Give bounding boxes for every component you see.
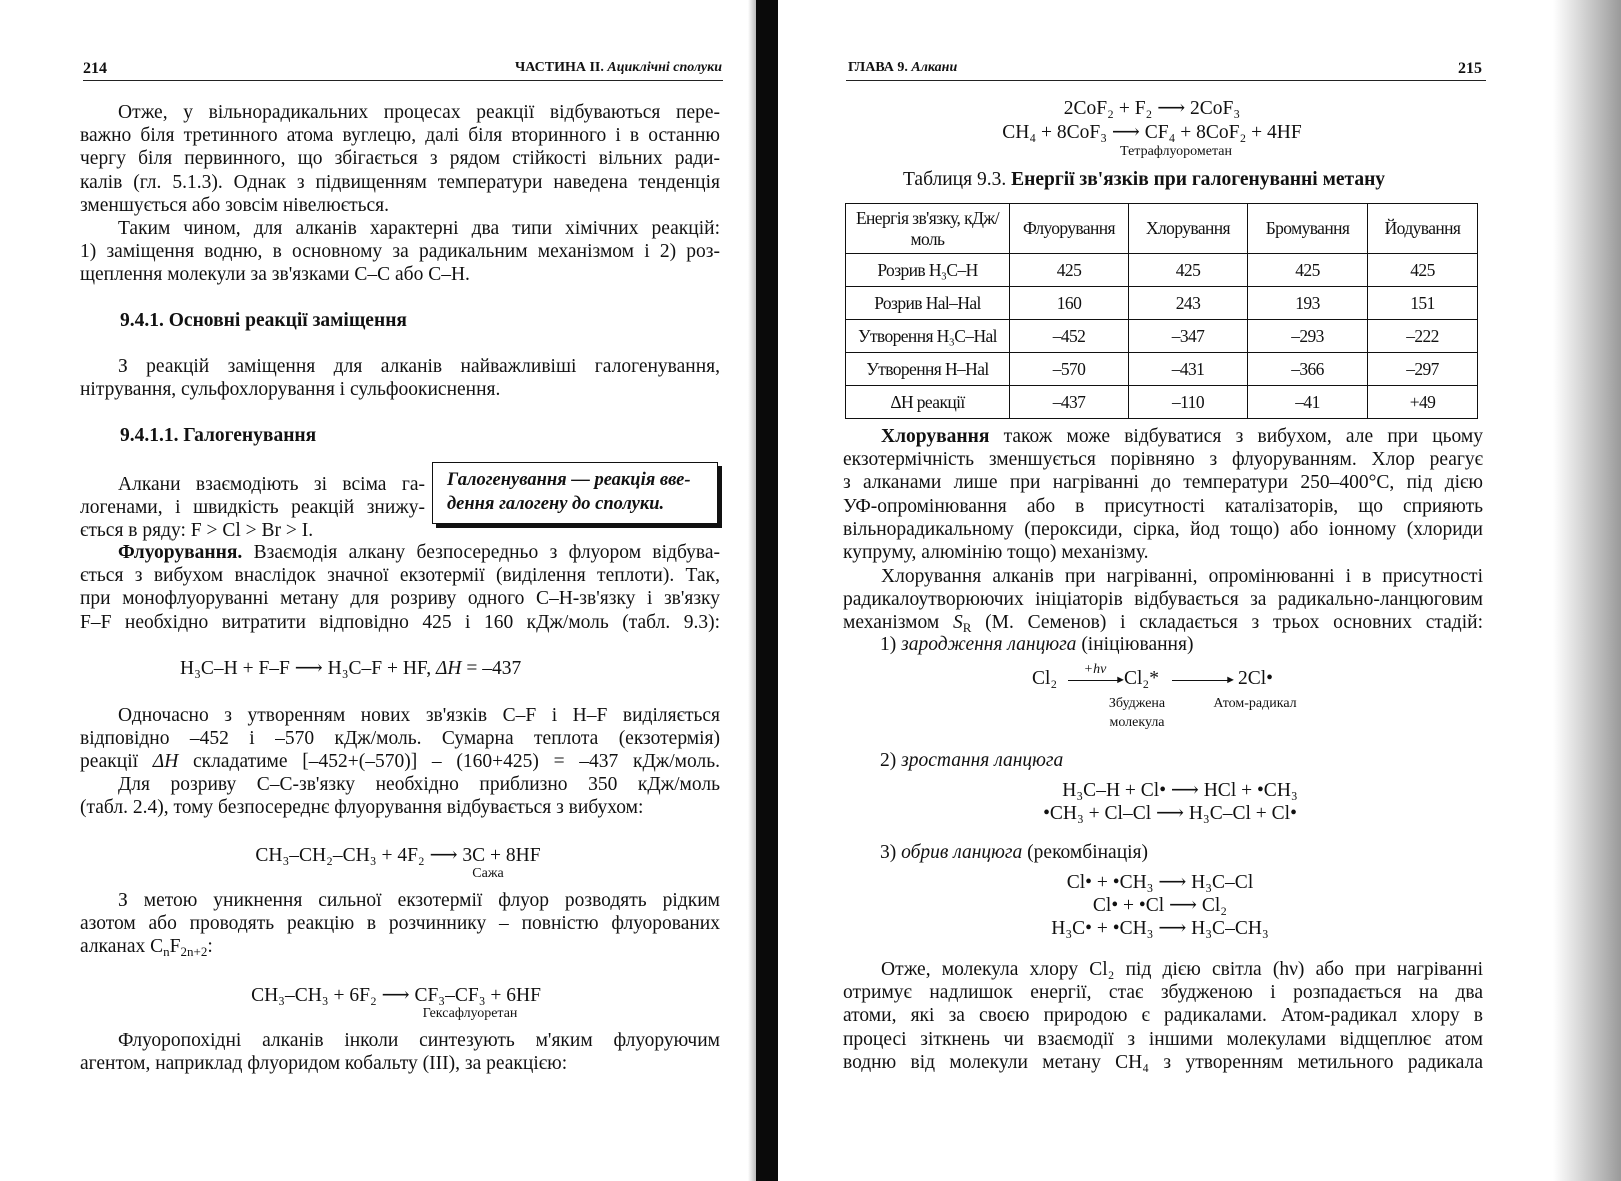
- paragraph-line: нітрування, сульфохлорування і сульфоокиснення.: [80, 379, 501, 401]
- section-heading: 9.4.1. Основні реакції заміщення: [120, 310, 407, 331]
- arrow-icon: ►: [1068, 680, 1120, 681]
- paragraph-line: Отже, молекула хлору Cl₂ під дією світла (hν) або при нагріванні: [881, 959, 1483, 980]
- text-run: H₃C–H + F–F ⟶ H₃C–F + HF,: [180, 658, 436, 679]
- paragraph-line: екзотермічність зменшується порівняно з флуоруванням. Хлор реагує: [843, 449, 1483, 471]
- paragraph-line: водню від молекули метану CH₄ з утворенням метильного радикала: [843, 1051, 1483, 1073]
- paragraph-line: [881, 425, 1483, 448]
- paragraph-line: 1) заміщення водню, в основному за радикальним механізмом і 2) роз-: [80, 241, 720, 263]
- paragraph-line: З метою уникнення сильної екзотермії флуор розводять рідким: [118, 890, 720, 911]
- text-run: ΔH: [152, 751, 179, 773]
- equation-label: Тетрафлуорометан: [1120, 144, 1232, 159]
- text-run: Флуорування.: [118, 542, 243, 563]
- text-run: :: [207, 936, 213, 958]
- scheme-intermediate: Cl₂*: [1124, 668, 1159, 689]
- text-run: 2n+2: [180, 944, 208, 960]
- text-run: (ініціювання): [1076, 634, 1194, 655]
- text-run: механізмом: [843, 612, 953, 634]
- table-cell: –570: [1010, 353, 1129, 386]
- table-cell: –347: [1129, 320, 1248, 353]
- right-header-rule: [846, 80, 1486, 81]
- table-caption: [903, 168, 1385, 191]
- paragraph-line: Хлорування алканів при нагріванні, опромінюванні і в присутності: [881, 566, 1483, 587]
- definition-line: Галогенування — реакція вве-: [447, 470, 691, 490]
- paragraph-line: УФ-опромінювання або в присутності каталізаторів, що сприяють: [843, 495, 1483, 517]
- step-heading: [880, 749, 1063, 772]
- table-cell: –110: [1129, 386, 1248, 419]
- paragraph-line: Одночасно з утворенням нових зв'язків С–F і Н–F виділяється: [118, 705, 720, 726]
- definition-line: дення галогену до сполуки.: [447, 494, 665, 514]
- table-header-cell: Бромування: [1248, 204, 1368, 254]
- paragraph-line: Алкани взаємодіють зі всіма га-: [118, 474, 425, 495]
- paragraph-line: (табл. 2.4), тому безпосереднє флуорування відбувається з вибухом:: [80, 797, 644, 819]
- equation: H₃C–H + Cl• ⟶ HCl + •CH₃: [1062, 780, 1298, 801]
- paragraph-line: [80, 750, 720, 773]
- equation: Cl• + •CH₃ ⟶ H₃C–Cl: [1066, 872, 1254, 893]
- paragraph-line: процесі зіткнень чи взаємодії з іншими молекулами відщеплює атом: [843, 1028, 1483, 1050]
- paragraph-line: [118, 541, 720, 564]
- table-cell: –366: [1248, 353, 1368, 386]
- text-run: ЧАСТИНА II.: [514, 60, 608, 75]
- row-label-cell: Розрив H₃C–H: [846, 254, 1010, 287]
- table-header-cell: Флуорування: [1010, 204, 1129, 254]
- text-run: Таблиця 9.3.: [903, 169, 1012, 190]
- equation: 2CoF₂ + F₂ ⟶ 2CoF₃: [1063, 98, 1241, 119]
- table-cell: 425: [1010, 254, 1129, 287]
- equation-label: Гексафлуоретан: [422, 1006, 518, 1021]
- text-run: 2): [880, 750, 902, 771]
- left-running-head: [515, 60, 722, 76]
- paragraph-line: [80, 935, 213, 963]
- paragraph-line: ється в ряду: F > Cl > Br > I.: [80, 520, 314, 542]
- equation: H₃C• + •CH₃ ⟶ H₃C–CH₃: [1051, 918, 1269, 939]
- text-run: R: [962, 620, 972, 635]
- table-cell: –437: [1010, 386, 1129, 419]
- arrow-label: +hν: [1083, 662, 1107, 677]
- step-heading: [880, 841, 1148, 864]
- scheme-label: молекула: [1109, 715, 1165, 730]
- paragraph-line: агентом, наприклад флуоридом кобальту (III), за реакцією:: [80, 1053, 568, 1075]
- table-cell: –41: [1248, 386, 1368, 419]
- paragraph-line: Флуоропохідні алканів інколи синтезують м'яким флуоруючим: [118, 1030, 720, 1051]
- table-header-cell: Йодування: [1368, 204, 1478, 254]
- equation: Cl• + •Cl ⟶ Cl₂: [1092, 895, 1228, 916]
- paragraph-line: Отже, у вільнорадикальних процесах реакції відбуваються пере-: [118, 102, 720, 123]
- left-header-rule: [83, 80, 723, 81]
- paragraph-line: відповідно –452 і –570 кДж/моль. Сумарна теплота (екзотермія): [80, 728, 720, 750]
- table-row: [846, 287, 1478, 320]
- paragraph-line: [843, 611, 1483, 634]
- right-running-head: [848, 60, 957, 76]
- arrow-icon: ►: [1172, 680, 1230, 681]
- equation: CH₃–CH₃ + 6F₂ ⟶ CF₃–CF₃ + 6HF: [251, 985, 541, 1006]
- text-run: F: [169, 936, 181, 958]
- text-run: 1): [880, 634, 902, 655]
- text-run: Ациклічні сполуки: [607, 60, 722, 75]
- table-cell: –297: [1368, 353, 1478, 386]
- text-run: також може відбуватися з вибухом, але при цьому: [989, 426, 1483, 447]
- text-run: алканах C: [80, 936, 164, 958]
- text-run: Алкани: [911, 60, 958, 75]
- table-cell: 160: [1010, 287, 1129, 320]
- step-heading: [880, 633, 1193, 656]
- page-edge-shadow: [1553, 0, 1621, 1181]
- text-run: ГЛАВА 9.: [848, 60, 912, 75]
- scheme-label: Атом-радикал: [1213, 696, 1297, 711]
- equation: •CH₃ + Cl–Cl ⟶ H₃C–Cl + Cl•: [1043, 803, 1297, 824]
- row-label-cell: Утворення H–Hal: [846, 353, 1010, 386]
- paragraph-line: отримує надлишок енергії, стає збудженою і розпадається на два: [843, 982, 1483, 1004]
- row-label-cell: Утворення H₃C–Hal: [846, 320, 1010, 353]
- table-cell: 425: [1129, 254, 1248, 287]
- paragraph-line: ється з вибухом внаслідок значної екзотермії (виділення теплоти). Так,: [80, 565, 720, 587]
- table-cell: +49: [1368, 386, 1478, 419]
- table-cell: –222: [1368, 320, 1478, 353]
- table-cell: –293: [1248, 320, 1368, 353]
- paragraph-line: логенами, і швидкість реакцій знижу-: [80, 497, 425, 519]
- paragraph-line: радикалоутворюючих ініціаторів відбувається за радикально-ланцюговим: [843, 589, 1483, 611]
- paragraph-line: калів (гл. 5.1.3). Однак з підвищенням температури наведена тенденція: [80, 171, 720, 193]
- definition-box: [432, 462, 718, 524]
- paragraph-line: зменшується або зовсім нівелюється.: [80, 194, 390, 216]
- text-run: зародження ланцюга: [901, 634, 1077, 655]
- table-header-cell: Енергія зв'язку, кДж/моль: [846, 204, 1010, 254]
- paragraph-line: важно біля третинного атома вуглецю, далі біля вторинного і в останню: [80, 125, 720, 147]
- row-label-cell: Розрив Hal–Hal: [846, 287, 1010, 320]
- paragraph-line: чергу біля первинного, що збігається з рядом стійкості вільних ради-: [80, 148, 720, 170]
- text-run: реакції: [80, 751, 153, 773]
- paragraph-line: азотом або проводять реакцію в розчиннику – повністю флуорованих: [80, 913, 720, 935]
- text-run: зростання ланцюга: [901, 750, 1064, 771]
- paragraph-line: з алканами лише при нагріванні до температури 250–400°С, під дією: [843, 472, 1483, 494]
- text-run: S: [952, 612, 963, 634]
- row-label-cell: ΔH реакції: [846, 386, 1010, 419]
- bond-energy-table: [845, 203, 1478, 419]
- equation-label: Сажа: [472, 866, 504, 881]
- paragraph-line: при монофлуоруванні метану для розриву одного С–Н-зв'язку і зв'язку: [80, 588, 720, 610]
- text-run: Енергії зв'язків при галогенуванні метану: [1011, 169, 1386, 190]
- text-run: Хлорування: [881, 426, 990, 447]
- table-row: [846, 386, 1478, 419]
- paragraph-line: вільнорадикальному (пероксиди, сірка, йод тощо) або іонному (хлориди: [843, 518, 1483, 540]
- paragraph-line: F–F необхідно витратити відповідно 425 і 160 кДж/моль (табл. 9.3):: [80, 611, 720, 633]
- left-page-number: 214: [83, 60, 107, 77]
- text-run: n: [163, 944, 170, 960]
- right-page-number: 215: [1458, 60, 1482, 77]
- text-run: складатиме [–452+(–570)] – (160+425) = –437 кДж/моль.: [178, 751, 720, 773]
- table-cell: 243: [1129, 287, 1248, 320]
- paragraph-line: З реакцій заміщення для алканів найважливіші галогенування,: [118, 356, 720, 377]
- table-cell: 425: [1368, 254, 1478, 287]
- text-run: (М. Семенов) і складається з трьох основних стадій:: [971, 612, 1483, 634]
- table-row: [846, 353, 1478, 386]
- table-cell: 425: [1248, 254, 1368, 287]
- table-cell: –431: [1129, 353, 1248, 386]
- table-cell: 193: [1248, 287, 1368, 320]
- subsection-heading: 9.4.1.1. Галогенування: [120, 425, 317, 446]
- equation: CH₄ + 8CoF₃ ⟶ CF₄ + 8CoF₂ + 4HF: [1002, 122, 1302, 143]
- text-run: Взаємодія алкану безпосередньо з флуором відбува-: [242, 542, 720, 563]
- book-spine-gutter: [756, 0, 778, 1181]
- table-cell: 151: [1368, 287, 1478, 320]
- table-header-cell: Хлорування: [1129, 204, 1248, 254]
- table-header-row: [846, 204, 1478, 254]
- equation: CH₃–CH₂–CH₃ + 4F₂ ⟶ 3C + 8HF: [255, 845, 541, 866]
- paragraph-line: Таким чином, для алканів характерні два типи хімічних реакцій:: [118, 218, 720, 239]
- page-gutter-shadow: [748, 0, 756, 1181]
- paragraph-line: атоми, які за своєю природою є радикалами. Атом-радикал хлору в: [843, 1005, 1483, 1027]
- table-row: [846, 320, 1478, 353]
- text-run: (рекомбінація): [1022, 842, 1149, 863]
- text-run: 3): [880, 842, 902, 863]
- table-row: [846, 254, 1478, 287]
- scheme-label: Збуджена: [1108, 696, 1166, 711]
- equation: [180, 657, 521, 680]
- text-run: ΔH: [435, 658, 462, 679]
- paragraph-line: щеплення молекули за зв'язками С–С або С–Н.: [80, 264, 470, 286]
- table-cell: –452: [1010, 320, 1129, 353]
- paragraph-line: купруму, алюмінію тощо) механізму.: [843, 542, 1149, 563]
- text-run: = –437: [461, 658, 522, 679]
- scheme-product: 2Cl•: [1238, 668, 1274, 689]
- scheme-reactant: Cl₂: [1032, 668, 1058, 689]
- text-run: обрив ланцюга: [901, 842, 1023, 863]
- paragraph-line: Для розриву С–С-зв'язку необхідно приблизно 350 кДж/моль: [118, 774, 720, 795]
